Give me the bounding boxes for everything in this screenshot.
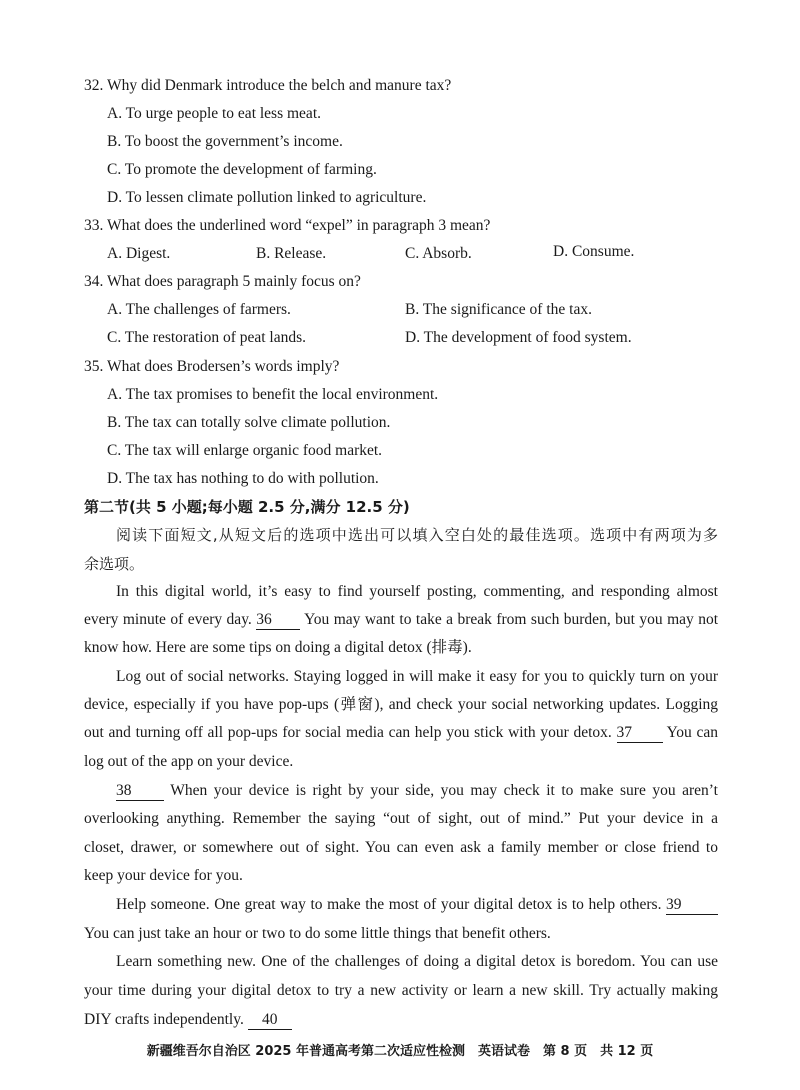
question-33-stem: 33. What does the underlined word “expel” in paragraph 3 mean? [84,217,491,234]
section-instruction-line1: 阅读下面短文,从短文后的选项中选出可以填入空白处的最佳选项。选项中有两项为多 [116,526,718,544]
passage-p2-line3 [84,723,718,743]
passage-p1-line3: know how. Here are some tips on doing a digital detox (排毒). [84,639,472,656]
passage-p3-line4: keep your device for you. [84,867,243,884]
passage-p5-line2: your time during your digital detox to try a new activity or learn a new skill. Try actually making [84,982,718,999]
question-32-option-a[interactable]: A. To urge people to eat less meat. [107,105,321,122]
question-35-option-a[interactable]: A. The tax promises to benefit the local environment. [107,386,439,403]
blank-37[interactable]: 37 [617,724,663,743]
passage-text: You can [666,724,718,741]
question-35-option-b[interactable]: B. The tax can totally solve climate pollution. [107,414,391,431]
passage-text: every minute of every day. [84,611,252,628]
passage-p2-line1: Log out of social networks. Staying logged in will make it easy for you to quickly turn on your [116,668,718,685]
question-34-option-d[interactable]: D. The development of food system. [405,329,632,346]
passage-p1-line1: In this digital world, it’s easy to find yourself posting, commenting, and responding almost [116,583,718,600]
question-32-stem: 32. Why did Denmark introduce the belch and manure tax? [84,77,452,94]
blank-39[interactable]: 39 [666,896,718,915]
passage-text: DIY crafts independently. [84,1011,244,1028]
passage-p5-line3 [84,1010,718,1030]
page-footer: 新疆维吾尔自治区 2025 年普通高考第二次适应性检测 英语试卷 第 8 页 共 12 页 [146,1044,654,1059]
question-35-option-d[interactable]: D. The tax has nothing to do with pollution. [107,470,379,487]
passage-p4-line2: You can just take an hour or two to do some little things that benefit others. [84,925,551,942]
question-32-option-b[interactable]: B. To boost the government’s income. [107,133,343,150]
passage-p3-line1 [116,781,718,801]
blank-36[interactable]: 36 [256,611,300,630]
question-34-stem: 34. What does paragraph 5 mainly focus on? [84,273,361,290]
question-34-option-b[interactable]: B. The significance of the tax. [405,301,592,318]
passage-p2-line2: device, especially if you have pop-ups (弹窗), and check your social networking updates. Logging [84,696,718,713]
section-title: 第二节(共 5 小题;每小题 2.5 分,满分 12.5 分) [84,498,410,516]
passage-text: When your device is right by your side, you may check it to make sure you aren’t [170,782,718,799]
blank-38[interactable]: 38 [116,782,164,801]
section-instruction-line2: 余选项。 [84,555,145,573]
question-34-option-c[interactable]: C. The restoration of peat lands. [107,329,307,346]
passage-p3-line2: overlooking anything. Remember the saying “out of sight, out of mind.” Put your device in a [84,810,718,827]
question-35-option-c[interactable]: C. The tax will enlarge organic food market. [107,442,383,459]
passage-p3-line3: closet, drawer, or somewhere out of sight. You can even ask a family member or close friend to [84,839,718,856]
question-35-stem: 35. What does Brodersen’s words imply? [84,358,340,375]
passage-p2-line4: log out of the app on your device. [84,753,294,770]
question-33-option-b[interactable]: B. Release. [256,245,327,262]
passage-text: out and turning off all pop-ups for social media can help you stick with your detox. [84,724,612,741]
question-33-option-c[interactable]: C. Absorb. [405,245,472,262]
question-33-option-a[interactable]: A. Digest. [107,245,171,262]
blank-40[interactable]: 40 [248,1011,292,1030]
passage-p5-line1: Learn something new. One of the challenges of doing a digital detox is boredom. You can use [116,953,718,970]
question-34-option-a[interactable]: A. The challenges of farmers. [107,301,291,318]
passage-p4-line1 [116,895,718,915]
question-33-option-d[interactable]: D. Consume. [553,243,635,260]
question-32-option-d[interactable]: D. To lessen climate pollution linked to agriculture. [107,189,427,206]
passage-text: You may want to take a break from such burden, but you may not [304,611,718,628]
question-32-option-c[interactable]: C. To promote the development of farming. [107,161,377,178]
passage-text: Help someone. One great way to make the most of your digital detox is to help others. [116,896,662,913]
passage-p1-line2 [84,610,718,630]
